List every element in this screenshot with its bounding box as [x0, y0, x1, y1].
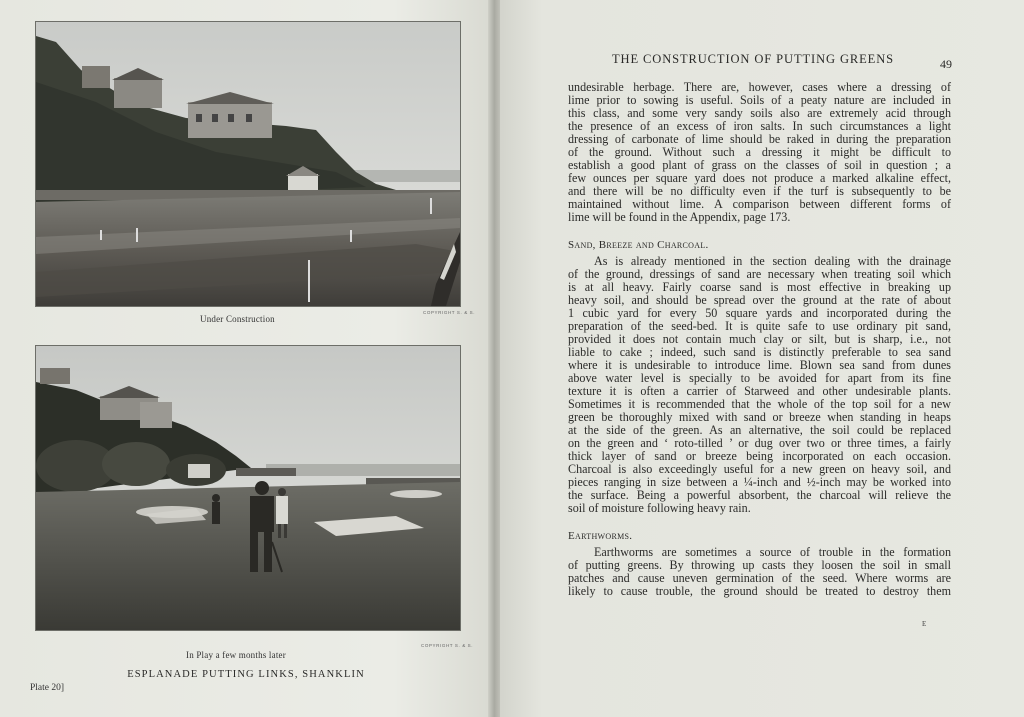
text-line: undesirable herbage. There are, however, cases where a dressing of — [568, 80, 951, 94]
text-line: pieces ranging in size between a ¼-inch and ½-inch may be worked into — [568, 475, 951, 489]
copyright-bottom: COPYRIGHT S. & S. — [421, 643, 474, 648]
text-line: Earthworms are sometimes a source of trouble in the formation — [594, 545, 951, 559]
section-heading-sand: Sand, Breeze and Charcoal. — [568, 239, 709, 251]
text-line: of putting greens. By throwing up casts they loosen the soil in small — [568, 558, 951, 572]
text-line: likely to cause trouble, the ground should be treated to destroy them — [568, 584, 951, 598]
text-line: few ounces per square yard does not produce a marked alkaline effect, — [568, 171, 951, 185]
text-line: Sometimes it is recommended that the whole of the top soil for a new — [568, 397, 951, 411]
text-line: lime prior to sowing is useful. Soils of a peaty nature are included in — [568, 93, 951, 107]
text-line: establish a good plant of grass on the classes of soil in question ; a — [568, 158, 951, 172]
text-line: where it is undesirable to introduce lime. Blown sea sand from dunes — [568, 358, 951, 372]
text-line: liable to cake ; indeed, such sand is distinctly preferable to sea sand — [568, 345, 951, 359]
text-line: is at all heavy. Fairly coarse sand is most effective in breaking up — [568, 280, 951, 294]
text-line: at the side of the green. As an alternative, the soil could be replaced — [568, 423, 951, 437]
photo-under-construction — [36, 22, 460, 306]
running-head: THE CONSTRUCTION OF PUTTING GREENS — [612, 52, 894, 66]
text-line: texture it is often a carrier of Starweed and other undesirable plants. — [568, 384, 951, 398]
text-line: thick layer of sand or breeze being incorporated on each occasion. — [568, 449, 951, 463]
text-line: heavy soil, and should be spread over the ground at the rate of about — [568, 293, 951, 307]
text-line: on the green and ‘ roto-tilled ’ or dug over two or three times, a fairly — [568, 436, 951, 450]
text-line: soil of moisture following heavy rain. — [568, 501, 751, 515]
text-line: dressing of carbonate of lime should be raked in during the preparation — [568, 132, 951, 146]
text-line: the surface. Being a powerful absorbent, the charcoal will relieve the — [568, 488, 951, 502]
text-line: and there will be no difficulty even if the turf is subsequently to be — [568, 184, 951, 198]
plate-number: Plate 20] — [30, 683, 65, 693]
caption-bottom: In Play a few months later — [186, 650, 286, 660]
plate-title: ESPLANADE PUTTING LINKS, SHANKLIN — [127, 669, 365, 680]
photo-in-play — [36, 346, 460, 630]
text-line: preparation of the seed-bed. It is quite safe to use ordinary pit sand, — [568, 319, 951, 333]
text-line: Charcoal is also exceedingly useful for a new green on heavy soil, and — [568, 462, 951, 476]
signature-mark: E — [922, 620, 927, 628]
text-line: of the ground. Without such a dressing it might be difficult to — [568, 145, 951, 159]
text-line: lime will be found in the Appendix, page 173. — [568, 210, 791, 224]
text-line: provided it does not contain much clay or silt, but is sharp, i.e., not — [568, 332, 951, 346]
text-line: above water level is specially to be avoided for apart from its fine — [568, 371, 951, 385]
text-line: As is already mentioned in the section dealing with the drainage — [594, 254, 951, 268]
text-line: the presence of an excess of iron salts. In such circumstances a light — [568, 119, 951, 133]
text-line: of the ground, dressings of sand are necessary when treating soil which — [568, 267, 951, 281]
copyright-top: COPYRIGHT S. & S. — [423, 310, 476, 315]
text-line: 1 cubic yard for every 50 square yards and incorporated during the — [568, 306, 951, 320]
text-line: green be thoroughly mixed with sand or breeze when standing in heaps — [568, 410, 951, 424]
text-line: this class, and some very sandy soils also are extremely acid through — [568, 106, 951, 120]
section-heading-earthworms: Earthworms. — [568, 530, 633, 542]
text-line: patches and cause uneven germination of the seed. Where worms are — [568, 571, 951, 585]
text-line: maintained without lime. A comparison between different forms of — [568, 197, 951, 211]
caption-top: Under Construction — [200, 314, 275, 324]
page-number: 49 — [940, 57, 952, 71]
